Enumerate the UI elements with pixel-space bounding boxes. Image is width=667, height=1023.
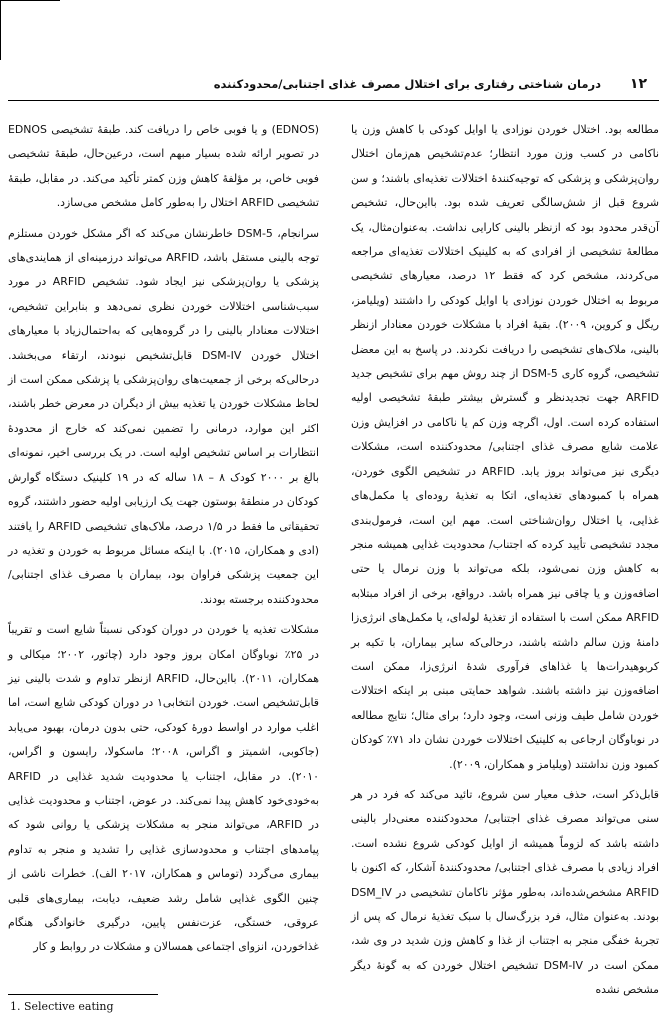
paragraph: مشکلات تغذیه یا خوردن در دوران کودکی نسبتاً شایع است و تقریباً در ۲۵٪ نوباوگان امکان بروز وجود دارد (چاتور، ۲۰۰۲؛ میکالی و همکاران، ۲۰۱۱). بااین‌حال، ARFID ازنظر تداوم و شدت بالینی نیز قابل‌تشخیص است. خوردن انتخابی۱ در دوران کودکی شایع است، اما اغلب موارد در اواسط دورهٔ کودکی، حتی بدون درمان، بهبود می‌یابد (جاکوبی، اشمیتز و اگراس، ۲۰۰۸؛ ماسکولا، رایسون و اگراس، ۲۰۱۰). در مقابل، اجتناب یا محدودیت شدید غذایی در ARFID به‌خودی‌خود کاهش پیدا نمی‌کند. در عوض، اجتناب و محدودیت غذایی در ARFID، می‌تواند منجر به مشکلات پزشکی یا روانی شود که پیامدهای اجتناب و محدودسازی غذایی را تشدید و منجر به تداوم بیماری می‌گردد (توماس و همکاران، ۲۰۱۷ الف). خطرات ناشی از چنین الگوی غذایی شامل رشد ضعیف، دیابت، بیماری‌های قلبی عروقی، خستگی، عزت‌نفس پایین، درگیری خانوادگی هنگام غذاخوردن، انزوای اجتماعی همسالان و مشکلات در روابط و کار xyxy=(8,623,320,954)
paragraph: مطالعه بود. اختلال خوردن نوزادی یا اوایل کودکی با کاهش وزن یا ناکامی در کسب وزن مورد انتظار؛ عدم‌تشخیص هم‌زمان اختلال روان‌پزشکی و پزشکی که توجیه‌کنندهٔ اختلالات تغذیه‌ای باشند؛ و سن شروع قبل از شش‌سالگی تعریف شده بود. بااین‌حال، تشخیص آن‌قدر محدود بود که ازنظر بالینی کارایی نداشت. به‌عنوان‌مثال، یک مطالعهٔ تشخیصی از افرادی که به کلینیک اختلالات تغذیه‌ای مراجعه می‌کردند، مشخص کرد که فقط ۱۲ درصد، معیارهای تشخیصی مربوط به اختلال خوردن نوزادی یا اوایل کودکی را داشتند (ویلیامز، ریگل و کروین، ۲۰۰۹). بقیهٔ افراد با مشکلات خوردن معنادار ازنظر بالینی، ملاک‌های تشخیصی را دریافت نکردند. در پاسخ به این معضل تشخیصی، گروه کاری DSM-5 از چند روش مهم برای تشخیص جدید ARFID جهت تجدیدنظر و گسترش بیشتر طبقهٔ تشخیصی اولیه استفاده کرده است. اول، اگرچه وزن کم یا ناکامی در افزایش وزن علامت شایع مصرف غذای اجتنابی/ محدودکننده است، مشکلات دیگری نیز می‌تواند بروز یابد. ARFID در تشخیص الگوی خوردن، همراه با کمبودهای تغذیه‌ای، اتکا به تغذیهٔ روده‌ای یا مکمل‌های غذایی، یا اختلال روان‌شناختی است. مهم این است، فرمول‌بندی مجدد تشخیصی تأیید کرده که اجتناب/ محدودیت غذایی همیشه منجر به کاهش وزن نمی‌شود، بلکه می‌تواند با وزن نرمال یا حتی اضافه‌وزن و یا چاقی نیز همراه باشد. درواقع، برخی از افراد مبتلابه ARFID ممکن است با استفاده از تغذیهٔ لوله‌ای، یا مکمل‌های انرژی‌زا دامنهٔ وزن سالم داشته باشند، درحالی‌که سایر بیماران، با تکیه بر کربوهیدرات‌ها یا غذاهای فرآوری شدهٔ انرژی‌زا، ممکن است اضافه‌وزن نیز داشته باشند. شواهد حمایتی مبنی بر اینکه اختلالات خوردن شامل طیف وزنی است، وجود دارد؛ برای مثال؛ نتایج مطالعه در نوباوگان ارجاعی به کلینیک اختلالات خوردن نشان داد ۷۱٪ کودکان کمبود وزن نداشتند (ویلیامز و همکاران، ۲۰۰۹). xyxy=(351,123,660,771)
footnote: 1. Selective eating xyxy=(10,1000,114,1013)
right-column xyxy=(351,118,660,997)
left-column xyxy=(8,118,319,988)
running-title: درمان شناختی رفتاری برای اختلال مصرف غذای اجتنابی/محدودکننده xyxy=(213,77,601,91)
header-rule xyxy=(8,100,659,101)
paragraph: قابل‌ذکر است، حذف معیار سن شروع، تائید می‌کند که فرد در هر سنی می‌تواند مصرف غذای اجتنابی/ محدودکننده معنی‌دار بالینی داشته باشد که لزوماً همیشه از اوایل کودکی شروع نشده است. افراد زیادی با مصرف غذای اجتنابی/ محدودکنندهٔ آشکار، که اکنون با ARFID مشخص‌شده‌اند، به‌طور مؤثر ناکامان تشخیصی در DSM_IV بودند. به‌عنوان مثال، فرد بزرگ‌سال با سبک تغذیهٔ نرمال که پس از تجربهٔ خفگی منجر به اجتناب از غذا و کاهش وزن شدید در وی شد، ممکن است در DSM-IV تشخیص اختلال خوردن که به گونهٔ دیگر مشخص نشده xyxy=(351,787,659,997)
paragraph: سرانجام، DSM-5 خاطرنشان می‌کند که اگر مشکل خوردن مستلزم توجه بالینی مستقل باشد، ARFID می‌تواند درزمینه‌ای از همایندی‌های پزشکی یا روان‌پزشکی نیز ایجاد شود. تشخیص ARFID در مورد سبب‌شناسی اختلالات خوردن نظری نمی‌دهد و بنابراین تشخیص، اختلالات معنادار بالینی را در گروه‌هایی که به‌احتمال‌زیاد با معیارهای اختلال خوردن DSM-IV قابل‌تشخیص نبودند، ارتقاء می‌بخشد. درحالی‌که برخی از جمعیت‌های روان‌پزشکی یا پزشکی ممکن است از لحاظ مشکلات خوردن یا تغذیه بیش از دیگران در معرض خطر باشند، اکثر این موارد، درمانی را تضمین نمی‌کند که خارج از محدودهٔ انتظارات بر اساس تشخیص اولیه است. در یک بررسی اخیر، نمونه‌ای بالغ بر ۲۰۰۰ کودک ۸ – ۱۸ ساله که در ۱۹ کلینیک دستگاه گوارش کودکان در منطقهٔ بوستون جهت یک ارزیابی اولیه حضور داشتند، گروه تحقیقاتی ما فقط در ۱/۵ درصد، ملاک‌های تشخیصی ARFID را یافتند (ادی و همکاران، ۲۰۱۵). با اینکه مسائل مربوط به خوردن و تغذیه در این جمعیت پزشکی فراوان بود، بیماران با مصرف غذای اجتنابی/ محدودکننده برجسته بودند. xyxy=(8,226,320,606)
paragraph: (EDNOS) و یا فوبی خاص را دریافت کند. طبقهٔ تشخیصی EDNOS در تصویر ارائه شده بسیار مبهم است، درعین‌حال، طبقهٔ تشخیصی فوبی خاص، بر مؤلفهٔ کاهش وزن کمتر تأکید می‌کند. در مقابل، طبقهٔ تشخیصی ARFID اختلال را به‌طور کامل مشخص می‌سازد. xyxy=(8,123,319,210)
running-header xyxy=(8,76,659,98)
footnote-rule xyxy=(8,994,158,995)
page-number: ۱۲ xyxy=(629,76,647,92)
